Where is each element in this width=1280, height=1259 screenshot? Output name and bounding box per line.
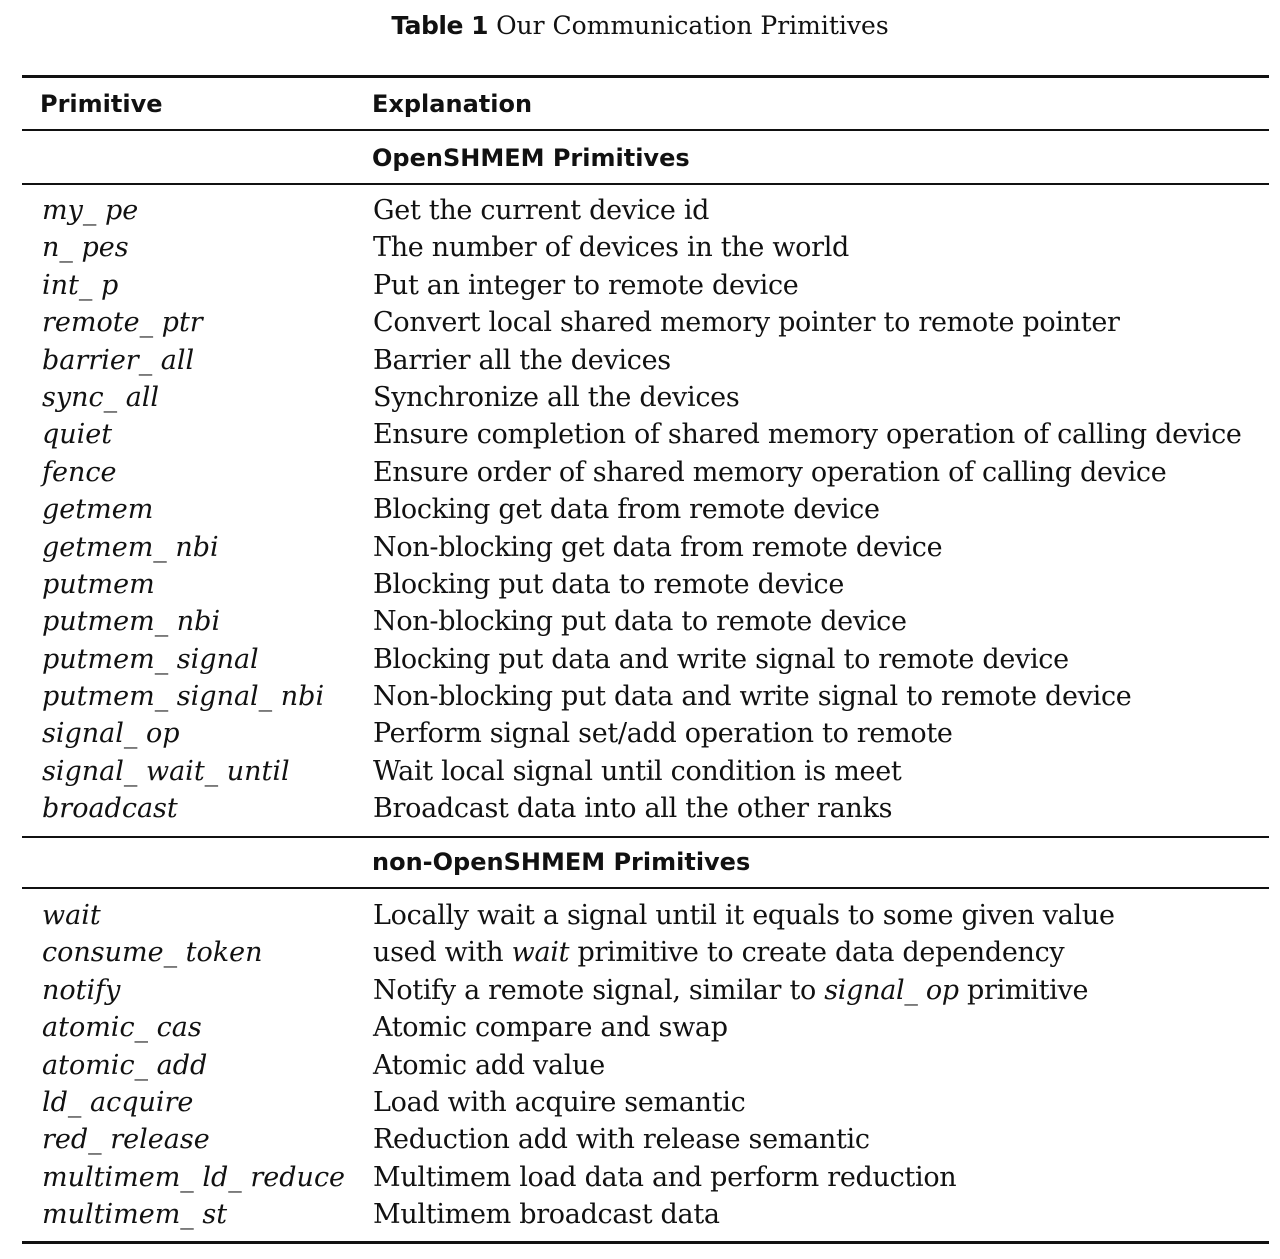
table-row	[0, 753, 1280, 790]
primitive-explanation: Wait local signal until condition is meet	[373, 755, 902, 787]
primitive-name: putmem_ nbi	[42, 606, 221, 638]
primitive-name: int_ p	[42, 269, 119, 301]
primitive-name: multimem_ ld_ reduce	[42, 1161, 346, 1193]
primitive-explanation: Locally wait a signal until it equals to some given value	[373, 900, 1115, 931]
primitive-name: broadcast	[42, 793, 178, 825]
primitive-explanation: Get the current device id	[373, 195, 710, 226]
section-title-openshmem: OpenSHMEM Primitives	[372, 144, 690, 172]
primitive-name: putmem_ signal_ nbi	[42, 681, 325, 713]
primitive-explanation: Non-blocking put data to remote device	[373, 606, 907, 638]
primitive-explanation: Non-blocking put data and write signal to remote device	[373, 681, 1132, 713]
table-row	[0, 566, 1280, 603]
primitive-name: my_ pe	[42, 195, 139, 226]
table-row	[0, 715, 1280, 752]
primitive-name: multimem_ st	[42, 1199, 228, 1231]
explanation-text: Notify a remote signal, similar to	[373, 974, 825, 1006]
caption-label: Table 1	[391, 11, 489, 40]
primitive-explanation: Convert local shared memory pointer to remote pointer	[373, 307, 1120, 339]
table-row	[0, 229, 1280, 266]
table-row	[0, 1121, 1280, 1158]
table-row	[0, 897, 1280, 934]
table-row	[0, 790, 1280, 827]
table-row	[0, 934, 1280, 971]
primitive-explanation: Blocking put data and write signal to remote device	[373, 643, 1069, 675]
primitive-explanation: Perform signal set/add operation to remote	[373, 718, 953, 750]
primitive-name: wait	[42, 900, 101, 931]
table-row	[0, 603, 1280, 640]
primitive-explanation: Non-blocking get data from remote device	[373, 531, 943, 563]
table-row	[0, 641, 1280, 678]
primitive-explanation: Ensure order of shared memory operation of calling device	[373, 456, 1167, 488]
table-row	[0, 454, 1280, 491]
table-caption	[0, 6, 1280, 45]
section-rows-openshmem	[0, 192, 1280, 828]
primitive-explanation: Broadcast data into all the other ranks	[373, 793, 893, 825]
primitive-explanation: Ensure completion of shared memory operation of calling device	[373, 419, 1242, 451]
table-row	[0, 304, 1280, 341]
primitive-explanation: The number of devices in the world	[373, 232, 850, 264]
table-row	[0, 267, 1280, 304]
table-row	[0, 1159, 1280, 1196]
primitive-name: quiet	[42, 419, 113, 451]
table-row	[0, 1047, 1280, 1084]
explanation-text: primitive to create data dependency	[569, 937, 1065, 969]
table-row	[0, 1084, 1280, 1121]
primitive-explanation: Synchronize all the devices	[373, 381, 740, 413]
primitive-explanation: Atomic compare and swap	[373, 1012, 728, 1044]
explanation-text: used with	[373, 937, 512, 969]
table-row	[0, 342, 1280, 379]
table-row	[0, 678, 1280, 715]
primitive-explanation: Load with acquire semantic	[373, 1086, 746, 1118]
primitive-name: atomic_ add	[42, 1049, 208, 1081]
primitive-explanation	[373, 972, 1088, 1009]
primitive-explanation: Blocking put data to remote device	[373, 568, 845, 600]
primitive-name: signal_ op	[42, 718, 180, 750]
primitive-name: sync_ all	[42, 381, 160, 413]
primitive-name: n_ pes	[42, 232, 129, 264]
primitive-name: getmem_ nbi	[42, 531, 219, 563]
header-rule	[22, 129, 1269, 131]
primitive-explanation: Reduction add with release semantic	[373, 1124, 870, 1156]
table-row	[0, 491, 1280, 528]
primitive-name: remote_ ptr	[42, 307, 203, 339]
primitive-name: barrier_ all	[42, 344, 195, 376]
table-row	[0, 1009, 1280, 1046]
primitive-explanation: Barrier all the devices	[373, 344, 671, 376]
explanation-emphasis: wait	[511, 937, 570, 969]
primitive-name: getmem	[42, 494, 154, 526]
primitive-name: red_ release	[42, 1124, 210, 1156]
section-title-non-openshmem: non-OpenSHMEM Primitives	[372, 848, 751, 876]
table-row	[0, 529, 1280, 566]
bottom-rule	[22, 1241, 1269, 1244]
primitive-name: ld_ acquire	[42, 1086, 194, 1118]
primitive-name: notify	[42, 974, 121, 1006]
primitive-explanation	[373, 934, 1064, 971]
table-row	[0, 192, 1280, 229]
caption-text: Our Communication Primitives	[496, 11, 889, 40]
primitive-name: signal_ wait_ until	[42, 755, 290, 787]
primitive-name: consume_ token	[42, 937, 263, 969]
top-rule	[22, 75, 1269, 78]
primitive-name: atomic_ cas	[42, 1012, 202, 1044]
primitive-explanation: Put an integer to remote device	[373, 269, 799, 301]
primitive-explanation: Blocking get data from remote device	[373, 494, 880, 526]
primitive-name: putmem_ signal	[42, 643, 259, 675]
section-rows-non-openshmem	[0, 897, 1280, 1234]
table-row	[0, 379, 1280, 416]
primitive-explanation: Multimem load data and perform reduction	[373, 1161, 957, 1193]
primitive-name: putmem	[42, 568, 155, 600]
explanation-text: primitive	[958, 974, 1089, 1006]
table-row	[0, 416, 1280, 453]
table-row	[0, 1196, 1280, 1233]
primitive-explanation: Atomic add value	[373, 1049, 605, 1081]
section-divider-rule	[22, 836, 1269, 838]
explanation-emphasis: signal_ op	[824, 974, 959, 1006]
section-rule-openshmem	[22, 183, 1269, 185]
primitive-explanation: Multimem broadcast data	[373, 1199, 720, 1231]
header-primitive: Primitive	[40, 90, 163, 118]
section-rule-non-openshmem	[22, 887, 1269, 889]
primitive-name: fence	[42, 456, 117, 488]
table-row	[0, 972, 1280, 1009]
header-explanation: Explanation	[372, 90, 533, 118]
